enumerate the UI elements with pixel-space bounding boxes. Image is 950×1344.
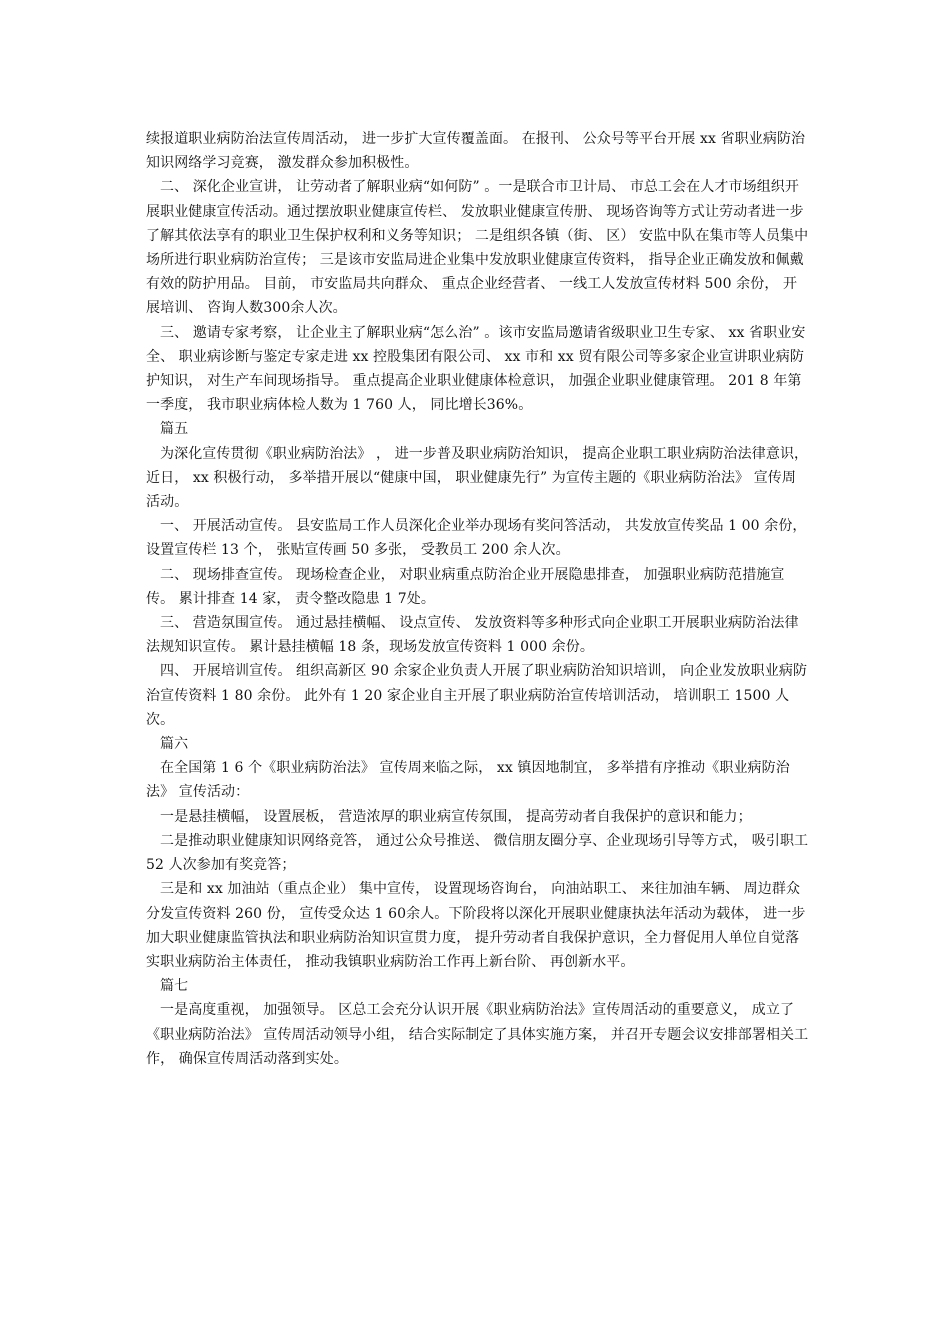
paragraph: 三、 营造氛围宣传。 通过悬挂横幅、 设点宣传、 发放资料等多种形式向企业职工开展职业病防治法律法规知识宣传。 累计悬挂横幅 18 条，现场发放宣传资料 1 000 余份。 bbox=[146, 615, 799, 656]
section-heading: 篇五 bbox=[160, 421, 189, 438]
paragraph: 一、 开展活动宣传。 县安监局工作人员深化企业举办现场有奖问答活动， 共发放宣传奖品 1 00 余份， 设置宣传栏 13 个， 张贴宣传画 50 多张， 受教员工 200 余人次。 bbox=[146, 518, 807, 559]
document-body bbox=[146, 127, 810, 1071]
paragraph: 一是高度重视， 加强领导。 区总工会充分认识开展《职业病防治法》宣传周活动的重要意义， 成立了《职业病防治法》 宣传周活动领导小组， 结合实际制定了具体实施方案， 并召开专题会议安排部署相关工作， 确保宣传周活动落到实处。 bbox=[146, 1002, 809, 1067]
paragraph: 二、 现场排查宣传。 现场检查企业， 对职业病重点防治企业开展隐患排查， 加强职业病防范措施宣传。 累计排查 14 家， 责令整改隐患 1 7处。 bbox=[146, 566, 785, 607]
paragraph: 四、 开展培训宣传。 组织高新区 90 余家企业负责人开展了职业病防治知识培训， 向企业发放职业病防治宣传资料 1 80 余份。 此外有 1 20 家企业自主开展了职业病防治宣传培训活动， 培训职工 1500 人次。 bbox=[146, 663, 808, 728]
paragraph: 为深化宣传贯彻《职业病防治法》 ， 进一步普及职业病防治知识， 提高企业职工职业病防治法律意识， 近日， xx 积极行动， 多举措开展以“健康中国， 职业健康先行” 为宣传主题的《职业病防治法》 宣传周活动。 bbox=[146, 445, 809, 511]
paragraph: 一是悬挂横幅， 设置展板， 营造浓厚的职业病宣传氛围， 提高劳动者自我保护的意识和能力； bbox=[160, 808, 752, 825]
section-heading: 篇七 bbox=[160, 978, 189, 995]
paragraph: 续报道职业病防治法宣传周活动， 进一步扩大宣传覆盖面。 在报刊、 公众号等平台开展 xx 省职业病防治知识网络学习竞赛， 激发群众参加积极性。 bbox=[146, 131, 806, 172]
paragraph: 三是和 xx 加油站（重点企业） 集中宣传， 设置现场咨询台， 向油站职工、 来往加油车辆、 周边群众分发宣传资料 260 份， 宣传受众达 1 60余人。下阶段将以深化开展职业健康执法年活动为载体， 进一步加大职业健康监管执法和职业病防治知识宣贯力度， 提升劳动者自我保护意识，全力督促用人单位自觉落实职业病防治主体责任， 推动我镇职业病防治工作再上新台阶、 再创新水平。 bbox=[146, 881, 806, 970]
paragraph: 二、 深化企业宣讲， 让劳动者了解职业病“如何防” 。一是联合市卫计局、 市总工会在人才市场组织开展职业健康宣传活动。通过摆放职业健康宣传栏、 发放职业健康宣传册、 现场咨询等方式让劳动者进一步了解其依法享有的职业卫生保护权利和义务等知识； 二是组织各镇（街、 区） 安监中队在集市等人员集中场所进行职业病防治宣传； 三是该市安监局进企业集中发放职业健康宣传资料， 指导企业正确发放和佩戴有效的防护用品。 目前， 市安监局共向群众、 重点企业经营者、 一线工人发放宣传材料 500 余份， 开展培训、 咨询人数300余人次。 bbox=[146, 179, 809, 317]
paragraph: 二是推动职业健康知识网络竞答， 通过公众号推送、 微信朋友圈分享、企业现场引导等方式， 吸引职工 52 人次参加有奖竞答； bbox=[146, 832, 809, 874]
paragraph: 三、 邀请专家考察， 让企业主了解职业病“怎么治” 。该市安监局邀请省级职业卫生专家、 xx 省职业安全、 职业病诊断与鉴定专家走进 xx 控股集团有限公司、 xx 市和 xx 贸有限公司等多家企业宣讲职业病防护知识， 对生产车间现场指导。 重点提高企业职业健康体检意识， 加强企业职业健康管理。 201 8 年第一季度， 我市职业病体检人数为 1 760 人， 同比增长36%。 bbox=[146, 324, 806, 414]
section-heading: 篇六 bbox=[160, 736, 189, 753]
paragraph: 在全国第 1 6 个《职业病防治法》 宣传周来临之际， xx 镇因地制宜， 多举措有序推动《职业病防治法》 宣传活动： bbox=[146, 760, 790, 801]
